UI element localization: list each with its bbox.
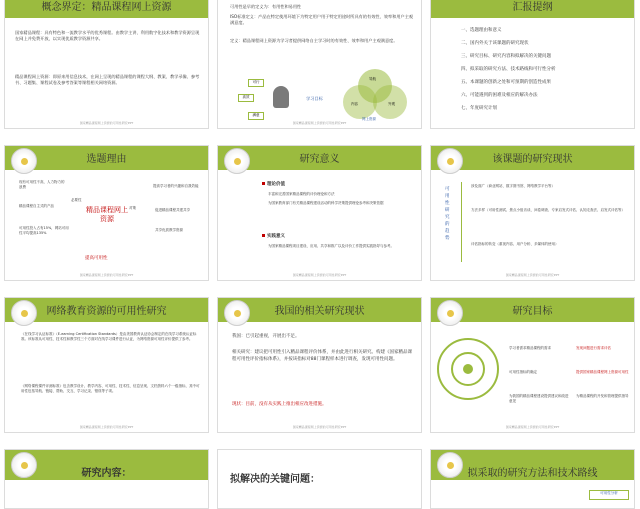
target-icon (437, 338, 499, 400)
outline-item: 五、本课题的创新之处和可预期的创造性成果 (461, 80, 551, 85)
outline-item: 四、拟采取的研究方法、技术路线和可行性分析 (461, 67, 556, 72)
reason-text: 精品课程自主式的产品 (19, 204, 54, 208)
venn-label: 导航 (369, 77, 376, 81)
label-box: 满意 (248, 112, 264, 120)
venn-circle (343, 85, 377, 119)
measure-label: 对策 (129, 206, 136, 210)
slide-network-resources[interactable] (4, 297, 209, 433)
slide-domestic[interactable] (217, 297, 422, 433)
reason-text: 现有可用性不高，人力物力的浪费 (19, 180, 65, 189)
slide-footer: 国家精品课程网上资源的可用性研究PPT (79, 121, 134, 125)
slide-text: 精品课程网上资源：即原来用信息技术，在网上呈现的精品课程的课程大纲、教案、教学录像、参考书、习题集、课程试卷及参考答案等课程相关网络资源。 (15, 74, 200, 86)
slide-footer: 国家精品课程网上资源的可用性研究PPT (79, 425, 134, 429)
bullet-icon (262, 182, 265, 185)
outline-item: 六、可能遇到的困难及相应的解决办法 (461, 93, 538, 98)
side-label: 可用性研究的趋势 (445, 187, 450, 241)
slide-status[interactable] (430, 145, 635, 281)
slide-text: 《网络课程课件评测标准》包含教学设计、教学内容、可用性、技术性、信息呈现、文档资料六个一级指标，其中可用性包括导航、链接、帮助、交互、学习记录、错误等子项。 (21, 384, 200, 393)
slide-footer: 国家精品课程网上资源的可用性研究PPT (292, 121, 347, 125)
goal-right: 为精品课程的开发和管理提供指导 (576, 394, 629, 398)
bottom-goal: 提高可用性 (85, 256, 108, 261)
bullet-icon (262, 234, 265, 237)
slide-text: 学习目标 (306, 96, 323, 101)
slide-title: 研究目标 (512, 306, 553, 317)
label-box: 高效 (238, 94, 254, 102)
goal-left: 可用性指标的确定 (509, 370, 537, 374)
slide-title: 汇报提纲 (512, 2, 553, 13)
reason-text: 可用性投入占有15%，网站可用性平均提高135% (19, 226, 69, 235)
section-heading-text: 理论价值 (267, 182, 285, 187)
necessity-label: 必要性 (71, 198, 82, 202)
slide-reasons[interactable] (4, 145, 209, 281)
slide-outline[interactable] (430, 0, 635, 129)
slide-footer: 国家精品课程网上资源的可用性研究PPT (505, 425, 560, 429)
outline-item: 七、年度研究计划 (461, 106, 497, 111)
outline-item: 三、研究目标、研究内容和拟解决的关键问题 (461, 54, 551, 59)
slide-title: 选题理由 (86, 154, 127, 165)
slide-significance[interactable] (217, 145, 422, 281)
slide-usability-def[interactable] (217, 0, 422, 129)
slide-footer: 国家精品课程网上资源的可用性研究PPT (292, 425, 347, 429)
method-tag: 可用性分析 (589, 490, 629, 500)
venn-label: 网上资源 (362, 117, 376, 121)
slide-title: 网络教育资源的可用性研究 (46, 306, 167, 317)
goal-right: 提供国家精品课程网上资源可用性 (576, 370, 629, 374)
section-heading (262, 234, 285, 241)
reason-text: 共享优质教学资源 (155, 228, 183, 232)
slide-text: 定义：精品课程网上资源为学习者提供网络自主学习时的有效性、效率和用户主观满意度。 (230, 38, 398, 43)
slide-title: 研究意义 (299, 154, 340, 165)
outline-item: 二、国内外关于该课题的研究现状 (461, 41, 529, 46)
slide-concept[interactable] (4, 0, 209, 129)
slide-title: 拟解决的关键问题： (230, 474, 320, 485)
slide-title: 我国的相关研究现状 (274, 306, 365, 317)
goal-left: 学习者需求精品课程的需求 (509, 346, 551, 350)
slide-key-problems[interactable] (217, 449, 422, 509)
slide-text: 现状：目前，没有从实践上推出相应改进措施。 (232, 402, 327, 407)
status-item: 评估指标的转变（重视内容、用户分析、多媒体的使用） (471, 242, 559, 246)
section-heading (262, 182, 285, 189)
outline-item: 一、选题理由和意义 (461, 28, 502, 33)
slide-footer: 国家精品课程网上资源的可用性研究PPT (292, 273, 347, 277)
slide-text: 国家精品课程：具有特色和一流教学水平的优秀课程。由教学主讲、利用数字化技术和教学资源呈现在网上并免费开放，以实现优质教学资源共享。 (15, 30, 200, 42)
slide-text: 我国：已引起重视，开展出不足。 (232, 334, 300, 339)
slide-footer: 国家精品课程网上资源的可用性研究PPT (505, 273, 560, 277)
section-text: 为国家教育部门有关精品课程建设活动的科学决策提供理论参考和决策依据 (268, 201, 384, 205)
divider (461, 182, 462, 262)
slide-content[interactable] (4, 449, 209, 509)
slide-text: 《在线学习认证标准》（E-earning Certification Standards）是由美国教育认证协会制定的在线学习系统认证标准。该标准从可用性、技术性和教学性三个方面对在线学习课件进行认证，为网络资源可用性评价提供了参考。 (21, 332, 197, 341)
slide-title: 概念界定：精品课程网上资源 (41, 2, 172, 13)
center-topic: 精品课程网上资源 (86, 206, 128, 223)
slide-title: 拟采取的研究方法和技术路线 (467, 468, 598, 479)
user-icon (273, 86, 289, 108)
slide-text: 可用性是早的定义为：有用性和易用性 (230, 4, 302, 9)
slide-footer: 国家精品课程网上资源的可用性研究PPT (79, 273, 134, 277)
status-item: 涉及面广（商业网站、数字图书馆、网络教学平台等） (471, 184, 555, 188)
venn-label: 内容 (351, 102, 358, 106)
slide-methods[interactable] (430, 449, 635, 509)
reason-text: 提高学习者的兴趣和自我效能 (153, 184, 199, 188)
status-item: 方法多样（可用性测试、焦点小组访谈、问卷调查、专家启发式评估、认知走查法、启发式评估等） (471, 208, 625, 212)
reason-text: 促进精品课程共建共享 (155, 208, 190, 212)
slide-goals[interactable] (430, 297, 635, 433)
slide-title: 研究内容： (81, 468, 132, 479)
goal-right: 发现问题进行需求评估 (576, 346, 611, 350)
slide-text: 相关研究：建议把可用性引入精品课程评价体系，并由此进行相关研究。构建《国家精品课程可用性评价指标体系》，并按该指标对88门课程样本进行调查，发现可用性问题。 (232, 350, 412, 362)
section-text: 为国家精品课程项目建设、应用、共享和推广以及评价工作提供实践指导与参考。 (268, 244, 394, 248)
label-box: 可行 (248, 79, 264, 87)
section-text: 丰富和完善国家精品课程的评价理论和方法 (268, 192, 335, 196)
venn-diagram (338, 69, 413, 124)
slide-text: ISO标准定义：产品在特定使用环境下为特定用户用于特定用途时所具有的有效性、效率和用户主观满意度。 (230, 14, 414, 26)
section-heading-text: 实践意义 (267, 234, 285, 239)
venn-label: 外观 (388, 102, 395, 106)
goal-left: 为我国的精品课程建设提供建议和改进意见 (509, 394, 569, 403)
slide-title: 该课题的研究现状 (492, 154, 573, 165)
